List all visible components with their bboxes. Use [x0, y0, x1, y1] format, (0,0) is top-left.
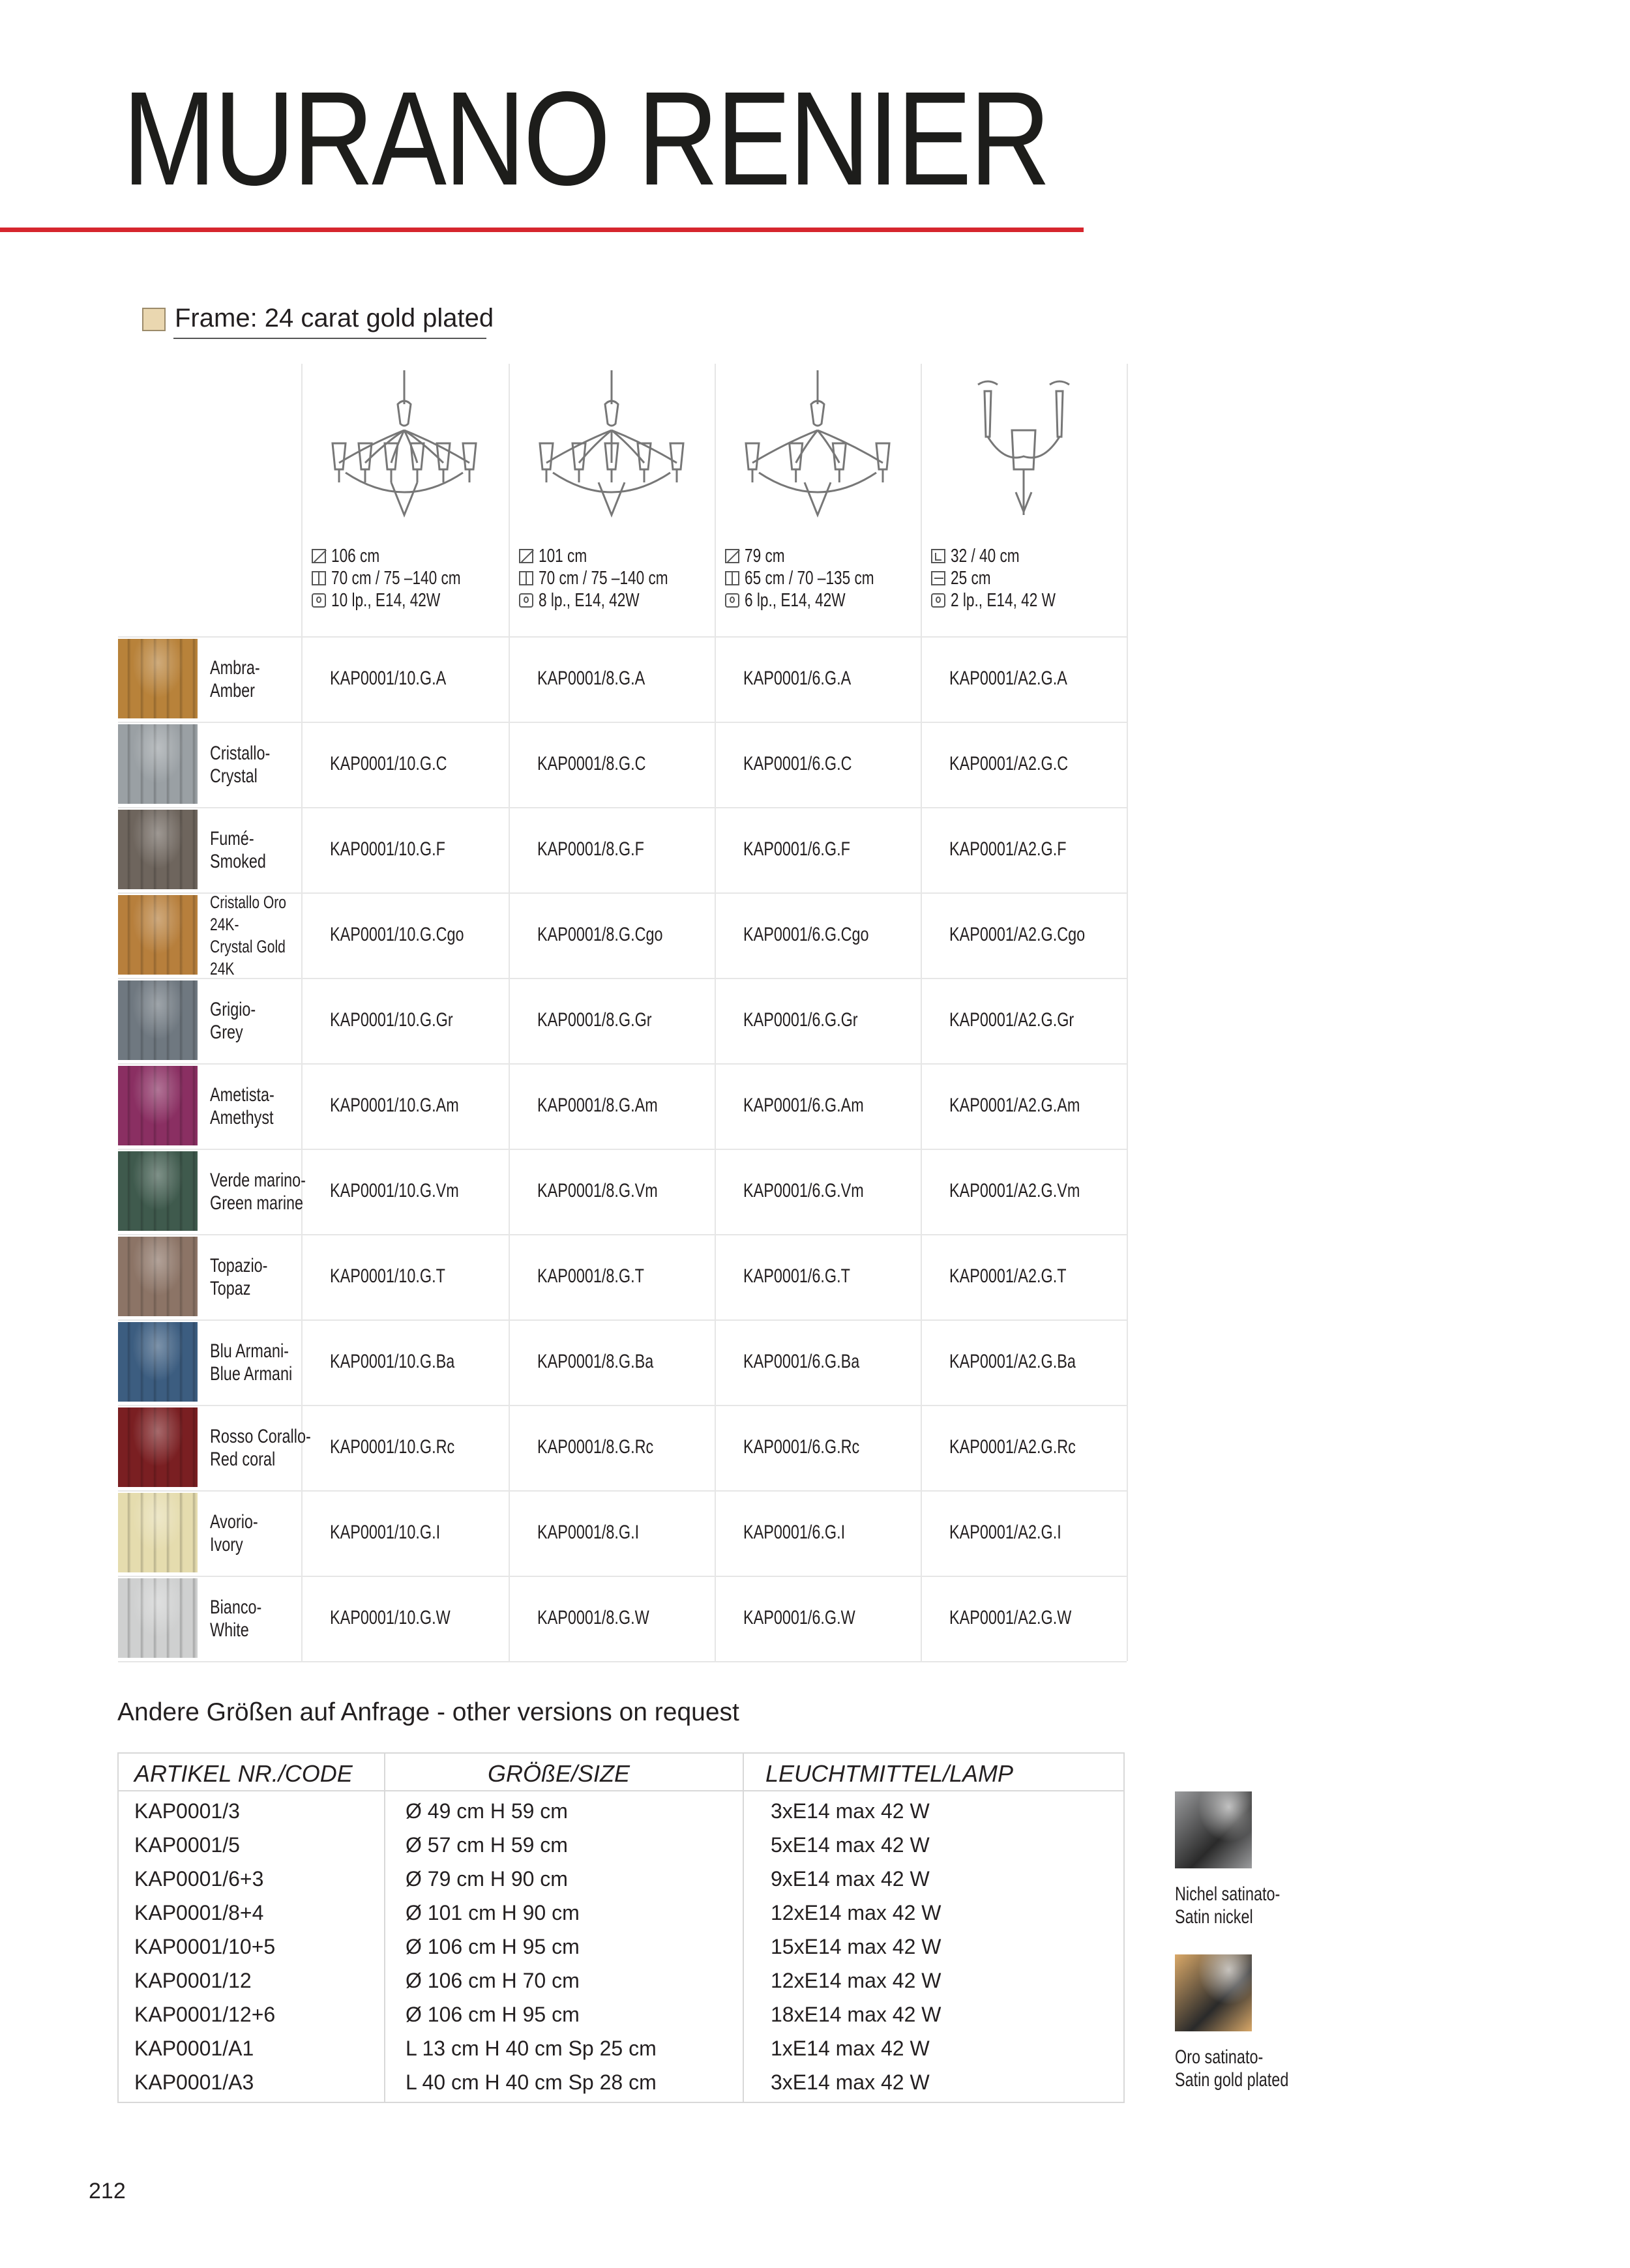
- color-name-line: Rosso Corallo-: [210, 1425, 311, 1447]
- product-code: KAP0001/8.G.Vm: [537, 1179, 658, 1201]
- spec-row: [312, 545, 497, 567]
- spec-value: 6 lp., E14, 42W: [745, 590, 846, 611]
- product-code: KAP0001/10.G.Am: [330, 1094, 459, 1116]
- color-name-line: Crystal: [210, 765, 258, 787]
- color-name: [210, 1596, 276, 1642]
- color-name: [210, 1510, 271, 1556]
- grid-row-divider: [118, 1063, 1127, 1065]
- spec-value: 106 cm: [331, 546, 380, 567]
- color-name-line: Grey: [210, 1021, 243, 1043]
- spec-row: [931, 545, 1085, 567]
- spec-value: 32 / 40 cm: [951, 546, 1020, 567]
- product-code: KAP0001/6.G.W: [743, 1606, 855, 1628]
- color-name-line: 24K: [210, 958, 235, 979]
- page-title: MURANO RENIER: [123, 64, 1049, 213]
- product-code: KAP0001/6.G.F: [743, 838, 850, 860]
- diameter-icon: [519, 549, 533, 563]
- chandelier-8-image: [527, 365, 696, 522]
- product-code: KAP0001/A2.G.T: [949, 1265, 1067, 1287]
- grid-row-divider: [118, 1576, 1127, 1577]
- product-code: KAP0001/8.G.F: [537, 838, 644, 860]
- size-cell: Ø 57 cm H 59 cm: [406, 1833, 568, 1857]
- glass-color-swatch: [118, 639, 198, 718]
- product-code: KAP0001/10.G.T: [330, 1265, 445, 1287]
- wall-sconce-image: [939, 365, 1108, 522]
- product-code: KAP0001/6.G.Gr: [743, 1009, 858, 1031]
- finish-name-line: Satin nickel: [1175, 1906, 1253, 1928]
- diameter-icon: [725, 549, 739, 563]
- code-cell: KAP0001/10+5: [134, 1935, 276, 1958]
- grid-row-divider: [118, 1405, 1127, 1406]
- size-cell: Ø 49 cm H 59 cm: [406, 1799, 568, 1823]
- color-name-line: Red coral: [210, 1448, 276, 1470]
- grid-row-divider: [118, 807, 1127, 808]
- code-cell: KAP0001/6+3: [134, 1867, 264, 1891]
- product-code: KAP0001/8.G.C: [537, 752, 646, 774]
- grid-col-divider: [509, 364, 510, 1661]
- color-name: [210, 1254, 284, 1300]
- product-code: KAP0001/A2.G.Rc: [949, 1436, 1076, 1458]
- product-code: KAP0001/6.G.T: [743, 1265, 850, 1287]
- product-code: KAP0001/10.G.A: [330, 667, 447, 689]
- bulb-icon: [519, 593, 533, 608]
- product-code: KAP0001/8.G.A: [537, 667, 645, 689]
- spec-row: [725, 545, 911, 567]
- product-code: KAP0001/6.G.Rc: [743, 1436, 860, 1458]
- frame-label: Frame: 24 carat gold plated: [175, 304, 494, 332]
- grid-row-divider: [118, 1490, 1127, 1492]
- spec-row: [519, 545, 705, 567]
- product-code: KAP0001/10.G.C: [330, 752, 447, 774]
- product-code: KAP0001/6.G.Cgo: [743, 923, 869, 945]
- lamp-cell: 5xE14 max 42 W: [771, 1833, 930, 1857]
- code-cell: KAP0001/5: [134, 1833, 240, 1857]
- spec-value: 70 cm / 75 –140 cm: [539, 568, 668, 589]
- color-name-line: Blu Armani-: [210, 1340, 289, 1362]
- product-code: KAP0001/8.G.Rc: [537, 1436, 654, 1458]
- size-cell: Ø 106 cm H 70 cm: [406, 1969, 580, 1992]
- color-name-line: Blue Armani: [210, 1362, 293, 1385]
- product-code: KAP0001/6.G.C: [743, 752, 852, 774]
- grid-row-divider: [118, 1661, 1127, 1662]
- spec-row: [519, 589, 705, 611]
- height-icon: [519, 571, 533, 585]
- grid-col-divider: [715, 364, 716, 1661]
- product-code: KAP0001/6.G.Ba: [743, 1350, 860, 1372]
- height-icon: [312, 571, 326, 585]
- wall-size-icon: [931, 549, 945, 563]
- product-code: KAP0001/6.G.Am: [743, 1094, 864, 1116]
- code-cell: KAP0001/12: [134, 1969, 252, 1992]
- page-number: 212: [89, 2179, 126, 2203]
- table-col-divider: [384, 1754, 385, 2102]
- color-name-line: Topaz: [210, 1277, 251, 1299]
- header-code: ARTIKEL NR./CODE: [134, 1760, 353, 1787]
- product-code: KAP0001/10.G.I: [330, 1521, 441, 1543]
- color-name-line: Amber: [210, 679, 255, 701]
- table-header-divider: [119, 1790, 1123, 1791]
- spec-row: [931, 589, 1085, 611]
- product-code: KAP0001/A2.G.W: [949, 1606, 1072, 1628]
- grid-row-divider: [118, 722, 1127, 723]
- color-name: [210, 742, 287, 788]
- color-name: [210, 1169, 333, 1215]
- code-cell: KAP0001/A3: [134, 2070, 254, 2094]
- sizes-table: [117, 1752, 1125, 2103]
- color-name-line: Grigio-: [210, 998, 256, 1020]
- color-name-line: Green marine: [210, 1192, 304, 1214]
- color-name-line: Avorio-: [210, 1510, 258, 1533]
- height-icon: [725, 571, 739, 585]
- grid-col-divider: [921, 364, 922, 1661]
- product-code: KAP0001/8.G.I: [537, 1521, 640, 1543]
- chandelier-10-image: [319, 365, 489, 522]
- color-name: [210, 656, 274, 702]
- glass-color-swatch: [118, 1066, 198, 1145]
- model-specs: [725, 545, 911, 611]
- color-name-line: Bianco-: [210, 1596, 262, 1618]
- product-code: KAP0001/10.G.Gr: [330, 1009, 453, 1031]
- spec-value: 8 lp., E14, 42W: [539, 590, 640, 611]
- lamp-cell: 9xE14 max 42 W: [771, 1867, 930, 1891]
- size-cell: L 40 cm H 40 cm Sp 28 cm: [406, 2070, 657, 2094]
- glass-color-swatch: [118, 1407, 198, 1487]
- glass-color-swatch: [118, 724, 198, 804]
- spec-row: [725, 567, 911, 589]
- color-name-line: Ametista-: [210, 1083, 274, 1106]
- color-name-line: Amethyst: [210, 1106, 274, 1128]
- code-cell: KAP0001/8+4: [134, 1901, 264, 1924]
- chandelier-6-image: [733, 365, 902, 522]
- lamp-cell: 1xE14 max 42 W: [771, 2037, 930, 2060]
- depth-icon: [931, 571, 945, 585]
- lamp-cell: 3xE14 max 42 W: [771, 1799, 930, 1823]
- color-name: [210, 891, 308, 980]
- code-cell: KAP0001/12+6: [134, 2003, 276, 2026]
- model-specs: [931, 545, 1085, 611]
- color-name: [210, 1083, 293, 1129]
- glass-color-swatch: [118, 810, 198, 889]
- spec-value: 65 cm / 70 –135 cm: [745, 568, 874, 589]
- finish-name-line: Nichel satinato-: [1175, 1883, 1281, 1905]
- spec-value: 101 cm: [539, 546, 587, 567]
- color-name-line: Ivory: [210, 1533, 243, 1555]
- color-name-line: Fumé-: [210, 827, 254, 849]
- product-code: KAP0001/10.G.Cgo: [330, 923, 464, 945]
- header-lamp: LEUCHTMITTEL/LAMP: [765, 1760, 1014, 1787]
- product-code: KAP0001/8.G.T: [537, 1265, 644, 1287]
- color-name-line: Topazio-: [210, 1254, 268, 1276]
- spec-row: [931, 567, 1085, 589]
- model-specs: [519, 545, 705, 611]
- other-versions-note: Andere Größen auf Anfrage - other versions on request: [117, 1698, 739, 1726]
- glass-color-swatch: [118, 1493, 198, 1572]
- lamp-cell: 3xE14 max 42 W: [771, 2070, 930, 2094]
- finish-swatch: [1175, 1791, 1252, 1868]
- product-code: KAP0001/10.G.Rc: [330, 1436, 455, 1458]
- finish-swatch: [1175, 1954, 1252, 2031]
- grid-row-divider: [118, 1234, 1127, 1235]
- finish-name: [1175, 2046, 1321, 2091]
- product-code: KAP0001/A2.G.Vm: [949, 1179, 1080, 1201]
- table-col-divider: [743, 1754, 744, 2102]
- product-code: KAP0001/A2.G.Cgo: [949, 923, 1086, 945]
- spec-value: 79 cm: [745, 546, 785, 567]
- lamp-cell: 12xE14 max 42 W: [771, 1969, 941, 1992]
- color-name-line: Cristallo Oro: [210, 892, 287, 912]
- grid-row-divider: [118, 1319, 1127, 1321]
- color-name: [210, 827, 282, 873]
- color-name: [210, 1425, 339, 1471]
- diameter-icon: [312, 549, 326, 563]
- lamp-cell: 15xE14 max 42 W: [771, 1935, 941, 1958]
- header-size: GRÖßE/SIZE: [488, 1760, 630, 1787]
- bulb-icon: [312, 593, 326, 608]
- spec-row: [725, 589, 911, 611]
- product-code: KAP0001/A2.G.F: [949, 838, 1067, 860]
- product-code: KAP0001/A2.G.Gr: [949, 1009, 1074, 1031]
- color-name-line: Cristallo-: [210, 742, 271, 764]
- spec-row: [312, 567, 497, 589]
- model-specs: [312, 545, 497, 611]
- lamp-cell: 12xE14 max 42 W: [771, 1901, 941, 1924]
- product-code: KAP0001/8.G.Ba: [537, 1350, 654, 1372]
- product-code: KAP0001/A2.G.A: [949, 667, 1067, 689]
- product-code: KAP0001/A2.G.C: [949, 752, 1069, 774]
- grid-col-divider: [1127, 364, 1128, 1661]
- product-code: KAP0001/8.G.Cgo: [537, 923, 663, 945]
- size-cell: Ø 106 cm H 95 cm: [406, 1935, 580, 1958]
- finish-name: [1175, 1883, 1310, 1928]
- product-code: KAP0001/A2.G.I: [949, 1521, 1061, 1543]
- code-cell: KAP0001/A1: [134, 2037, 254, 2060]
- color-name-line: Smoked: [210, 850, 266, 872]
- product-code: KAP0001/A2.G.Ba: [949, 1350, 1076, 1372]
- glass-color-swatch: [118, 1578, 198, 1658]
- grid-row-divider: [118, 636, 1127, 638]
- glass-color-swatch: [118, 1322, 198, 1402]
- product-code: KAP0001/8.G.Gr: [537, 1009, 652, 1031]
- grid-row-divider: [118, 1149, 1127, 1150]
- bulb-icon: [725, 593, 739, 608]
- size-cell: Ø 101 cm H 90 cm: [406, 1901, 580, 1924]
- product-code: KAP0001/8.G.Am: [537, 1094, 658, 1116]
- glass-color-swatch: [118, 1237, 198, 1316]
- glass-color-swatch: [118, 1151, 198, 1231]
- product-code: KAP0001/10.G.F: [330, 838, 445, 860]
- bulb-icon: [931, 593, 945, 608]
- finish-name-line: Satin gold plated: [1175, 2069, 1289, 2091]
- size-cell: Ø 106 cm H 95 cm: [406, 2003, 580, 2026]
- color-name-line: Crystal Gold: [210, 936, 286, 956]
- glass-color-swatch: [118, 895, 198, 975]
- color-name-line: White: [210, 1619, 249, 1641]
- spec-row: [312, 589, 497, 611]
- product-code: KAP0001/8.G.W: [537, 1606, 649, 1628]
- product-code: KAP0001/6.G.A: [743, 667, 852, 689]
- product-code: KAP0001/10.G.W: [330, 1606, 451, 1628]
- color-name: [210, 998, 269, 1044]
- product-code: KAP0001/10.G.Vm: [330, 1179, 459, 1201]
- product-code: KAP0001/6.G.I: [743, 1521, 846, 1543]
- spec-value: 70 cm / 75 –140 cm: [331, 568, 461, 589]
- color-name-line: Verde marino-: [210, 1169, 306, 1191]
- product-code: KAP0001/6.G.Vm: [743, 1179, 864, 1201]
- code-cell: KAP0001/3: [134, 1799, 240, 1823]
- spec-value: 25 cm: [951, 568, 991, 589]
- lamp-cell: 18xE14 max 42 W: [771, 2003, 941, 2026]
- spec-row: [519, 567, 705, 589]
- spec-value: 10 lp., E14, 42W: [331, 590, 441, 611]
- color-name-line: Ambra-: [210, 656, 260, 679]
- product-code: KAP0001/A2.G.Am: [949, 1094, 1080, 1116]
- spec-value: 2 lp., E14, 42 W: [951, 590, 1056, 611]
- color-name-line: 24K-: [210, 914, 239, 934]
- size-cell: Ø 79 cm H 90 cm: [406, 1867, 568, 1891]
- product-code: KAP0001/10.G.Ba: [330, 1350, 455, 1372]
- color-name: [210, 1340, 316, 1385]
- glass-color-swatch: [118, 980, 198, 1060]
- finish-name-line: Oro satinato-: [1175, 2046, 1264, 2068]
- size-cell: L 13 cm H 40 cm Sp 25 cm: [406, 2037, 657, 2060]
